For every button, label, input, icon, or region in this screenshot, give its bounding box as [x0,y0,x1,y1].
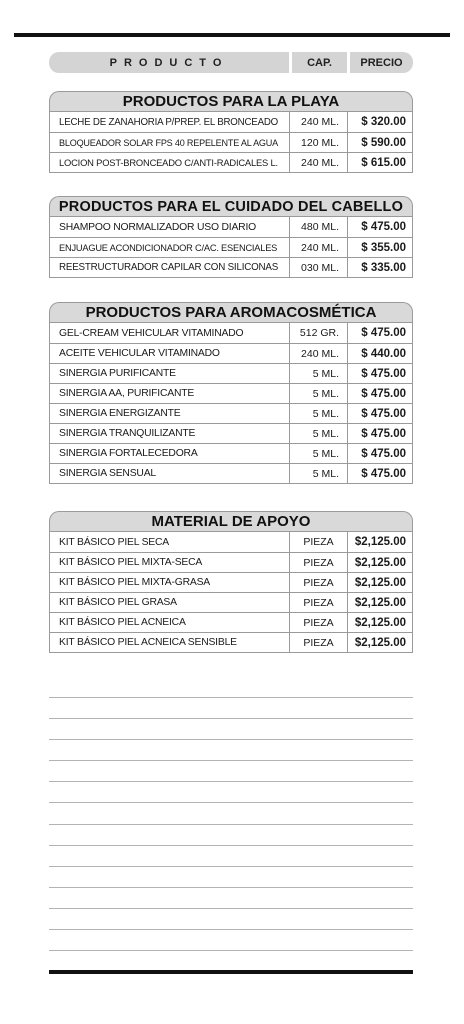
product-price: $ 590.00 [361,136,406,149]
table-row [50,152,412,172]
section-title: MATERIAL DE APOYO [49,511,413,531]
product-price: $ 475.00 [361,221,406,233]
product-name: KIT BÁSICO PIEL MIXTA-SECA [50,553,290,572]
section-rows [49,531,413,653]
product-name: REESTRUCTURADOR CAPILAR CON SILICONAS [50,258,290,277]
note-line [49,950,413,951]
product-name: KIT BÁSICO PIEL ACNEICA [50,613,290,632]
product-name: KIT BÁSICO PIEL MIXTA-GRASA [50,573,290,592]
table-row [50,112,412,132]
product-price: $ 475.00 [361,407,406,420]
note-line [49,718,413,719]
product-capacity: 5 ML. [290,404,348,423]
top-rule [14,33,450,37]
table-row [50,612,412,632]
table-row [50,323,412,343]
product-price: $2,125.00 [354,536,406,548]
product-name: SINERGIA AA, PURIFICANTE [50,384,290,403]
section-cabello [49,196,413,278]
product-capacity: 5 ML. [290,424,348,443]
section-rows [49,322,413,484]
product-name: GEL-CREAM VEHICULAR VITAMINADO [50,323,290,343]
table-row [50,363,412,383]
note-line [49,929,413,930]
table-row [50,132,412,152]
product-capacity: 240 ML. [290,344,348,363]
header-price: PRECIO [350,52,413,73]
product-price: $ 335.00 [361,261,406,274]
note-line [49,887,413,888]
bottom-rule [49,970,413,974]
table-row [50,343,412,363]
note-line [49,697,413,698]
product-capacity: 5 ML. [290,464,348,483]
product-price: $ 475.00 [361,467,406,480]
header-product: PRODUCTO [49,52,289,73]
table-row [50,237,412,257]
product-price: $ 615.00 [361,156,406,169]
product-price: $ 440.00 [361,347,406,360]
product-name: KIT BÁSICO PIEL ACNEICA SENSIBLE [50,633,290,652]
product-price: $ 475.00 [361,327,406,339]
section-aromacosmetica [49,302,413,484]
product-price: $2,125.00 [354,596,406,609]
note-line [49,866,413,867]
product-price: $ 475.00 [361,367,406,380]
note-line [49,739,413,740]
product-name: BLOQUEADOR SOLAR FPS 40 REPELENTE AL AGUA [50,133,290,152]
product-capacity: 480 ML. [290,217,348,237]
column-header-bar [49,52,413,73]
product-capacity: PIEZA [290,593,348,612]
product-capacity: PIEZA [290,553,348,572]
product-name: KIT BÁSICO PIEL GRASA [50,593,290,612]
product-capacity: 240 ML. [290,153,348,172]
table-row [50,257,412,277]
product-capacity: PIEZA [290,573,348,592]
table-row [50,552,412,572]
note-line [49,845,413,846]
product-price: $2,125.00 [354,616,406,629]
product-name: SINERGIA PURIFICANTE [50,364,290,383]
product-price: $ 475.00 [361,387,406,400]
table-row [50,532,412,552]
product-name: SINERGIA ENERGIZANTE [50,404,290,423]
table-row [50,217,412,237]
product-price: $ 475.00 [361,427,406,440]
table-row [50,423,412,443]
note-line [49,824,413,825]
section-rows [49,216,413,278]
product-capacity: 120 ML. [290,133,348,152]
product-capacity: 5 ML. [290,444,348,463]
product-name: ACEITE VEHICULAR VITAMINADO [50,344,290,363]
product-price: $ 320.00 [361,116,406,128]
product-capacity: PIEZA [290,613,348,632]
product-price: $ 475.00 [361,447,406,460]
product-price: $2,125.00 [354,576,406,589]
product-name: LECHE DE ZANAHORIA P/PREP. EL BRONCEADO [50,112,290,132]
header-capacity: CAP. [292,52,347,73]
product-name: ENJUAGUE ACONDICIONADOR C/AC. ESENCIALES [50,238,290,257]
product-name: SINERGIA TRANQUILIZANTE [50,424,290,443]
section-playa [49,91,413,173]
table-row [50,632,412,652]
product-price: $2,125.00 [354,636,406,649]
product-capacity: 5 ML. [290,364,348,383]
product-price: $2,125.00 [354,556,406,569]
note-line [49,781,413,782]
section-material-apoyo [49,511,413,653]
section-rows [49,111,413,173]
product-name: KIT BÁSICO PIEL SECA [50,532,290,552]
table-row [50,403,412,423]
product-name: SHAMPOO NORMALIZADOR USO DIARIO [50,217,290,237]
product-capacity: 030 ML. [290,258,348,277]
notes-lines [49,697,413,971]
table-row [50,383,412,403]
note-line [49,802,413,803]
table-row [50,463,412,483]
product-price: $ 355.00 [361,241,406,254]
product-name: LOCION POST-BRONCEADO C/ANTI-RADICALES L. [50,153,290,172]
section-title: PRODUCTOS PARA LA PLAYA [49,91,413,111]
product-capacity: 240 ML. [290,238,348,257]
product-name: SINERGIA FORTALECEDORA [50,444,290,463]
product-capacity: 512 GR. [290,323,348,343]
table-row [50,572,412,592]
product-name: SINERGIA SENSUAL [50,464,290,483]
section-title: PRODUCTOS PARA AROMACOSMÉTICA [49,302,413,322]
note-line [49,760,413,761]
section-title: PRODUCTOS PARA EL CUIDADO DEL CABELLO [49,196,413,216]
product-capacity: PIEZA [290,532,348,552]
product-capacity: PIEZA [290,633,348,652]
table-row [50,592,412,612]
product-capacity: 240 ML. [290,112,348,132]
table-row [50,443,412,463]
note-line [49,908,413,909]
product-capacity: 5 ML. [290,384,348,403]
